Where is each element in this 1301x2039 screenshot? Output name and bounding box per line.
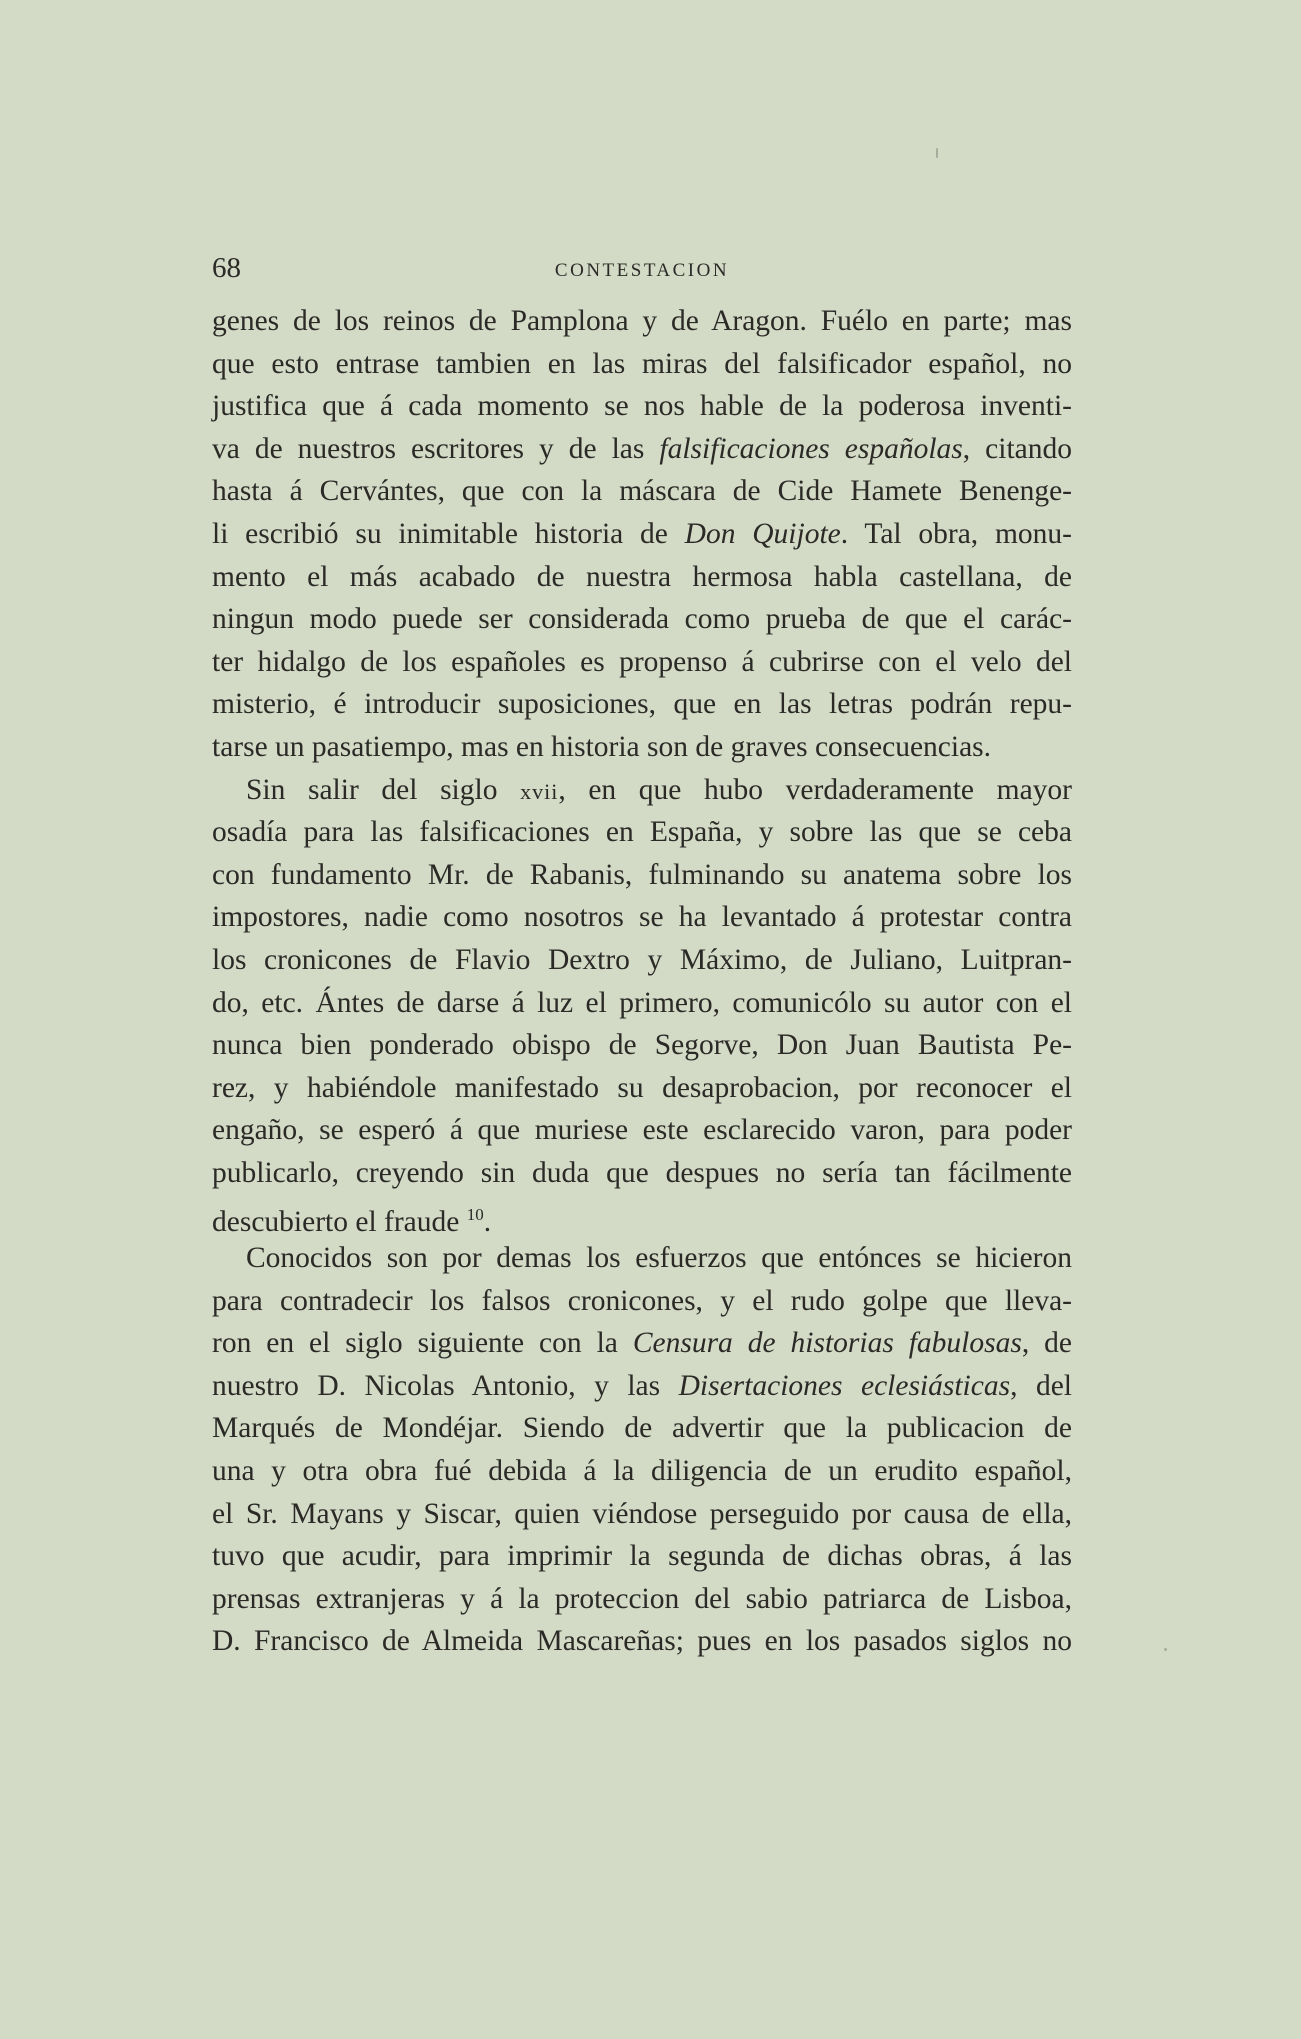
text-line: rez, y habiéndole manifestado su desaprobacion, por reconocer el [212, 1071, 1072, 1104]
text-line: osadía para las falsificaciones en España, y sobre las que se ceba [212, 816, 1072, 849]
text-line: Conocidos son por demas los esfuerzos que entónces se hicieron [246, 1242, 1072, 1275]
paper-speck [936, 148, 938, 158]
text-line: una y otra obra fué debida á la diligencia de un erudito español, [212, 1455, 1072, 1488]
italic-title: Disertaciones eclesiásticas [678, 1369, 1011, 1402]
text-line: va de nuestros escritores y de las falsificaciones españolas, citando [212, 432, 1072, 465]
text-line: justifica que á cada momento se nos hable de la poderosa inventi- [212, 390, 1072, 423]
text-line: hasta á Cervántes, que con la máscara de Cide Hamete Benenge- [212, 475, 1072, 508]
text-line: los cronicones de Flavio Dextro y Máximo, de Juliano, Luitpran- [212, 943, 1072, 976]
text-line: li escribió su inimitable historia de Don Quijote. Tal obra, monu- [212, 517, 1072, 550]
text-line: nuestro D. Nicolas Antonio, y las Disertaciones eclesiásticas, del [212, 1369, 1072, 1402]
text-line: do, etc. Ántes de darse á luz el primero, comunicólo su autor con el [212, 986, 1072, 1019]
text-line: prensas extranjeras y á la proteccion del sabio patriarca de Lisboa, [212, 1582, 1072, 1615]
paper-speck [1164, 1648, 1167, 1651]
running-head [212, 252, 1072, 286]
italic-title: falsificaciones españolas [659, 432, 963, 465]
text-line: publicarlo, creyendo sin duda que despues no sería tan fácilmente [212, 1156, 1072, 1189]
text-line: engaño, se esperó á que muriese este esclarecido varon, para poder [212, 1114, 1072, 1147]
text-line: impostores, nadie como nosotros se ha levantado á protestar contra [212, 901, 1072, 934]
text-line: tarse un pasatiempo, mas en historia son de graves consecuencias. [212, 730, 992, 763]
italic-title: Don Quijote [684, 517, 841, 550]
text-line: ningun modo puede ser considerada como prueba de que el carác- [212, 603, 1072, 636]
century-numeral: xvii [520, 778, 559, 804]
section-title: CONTESTACION [554, 260, 730, 281]
text-line: genes de los reinos de Pamplona y de Aragon. Fuélo en parte; mas [212, 305, 1072, 337]
italic-title: Censura de historias fabulosas [632, 1327, 1022, 1360]
body-text [212, 300, 1072, 1663]
text-line: ter hidalgo de los españoles es propenso á cubrirse con el velo del [212, 645, 1072, 678]
text-line: descubierto el fraude $^{10}$. [212, 1205, 492, 1239]
text-line: nunca bien ponderado obispo de Segorve, Don Juan Bautista Pe- [212, 1029, 1072, 1062]
text-line: para contradecir los falsos cronicones, y el rudo golpe que lleva- [212, 1284, 1072, 1317]
text-line: misterio, é introducir suposiciones, que en las letras podrán repu- [212, 688, 1072, 721]
text-line: mento el más acabado de nuestra hermosa habla castellana, de [212, 560, 1072, 593]
text-line: D. Francisco de Almeida Mascareñas; pues en los pasados siglos no [212, 1625, 1072, 1658]
text-line: que esto entrase tambien en las miras del falsificador español, no [212, 347, 1072, 380]
text-line: Marqués de Mondéjar. Siendo de advertir que la publicacion de [212, 1412, 1072, 1445]
page-number: 68 [212, 252, 241, 284]
text-line: con fundamento Mr. de Rabanis, fulminando su anatema sobre los [212, 858, 1072, 891]
text-line: tuvo que acudir, para imprimir la segunda de dichas obras, á las [212, 1540, 1072, 1573]
text-line: el Sr. Mayans y Siscar, quien viéndose perseguido por causa de ella, [212, 1497, 1072, 1530]
text-line: Sin salir del siglo xvii, en que hubo verdaderamente mayor [246, 773, 1072, 806]
footnote-ref: 10 [466, 1205, 484, 1225]
text-line: ron en el siglo siguiente con la Censura de historias fabulosas, de [212, 1327, 1073, 1360]
